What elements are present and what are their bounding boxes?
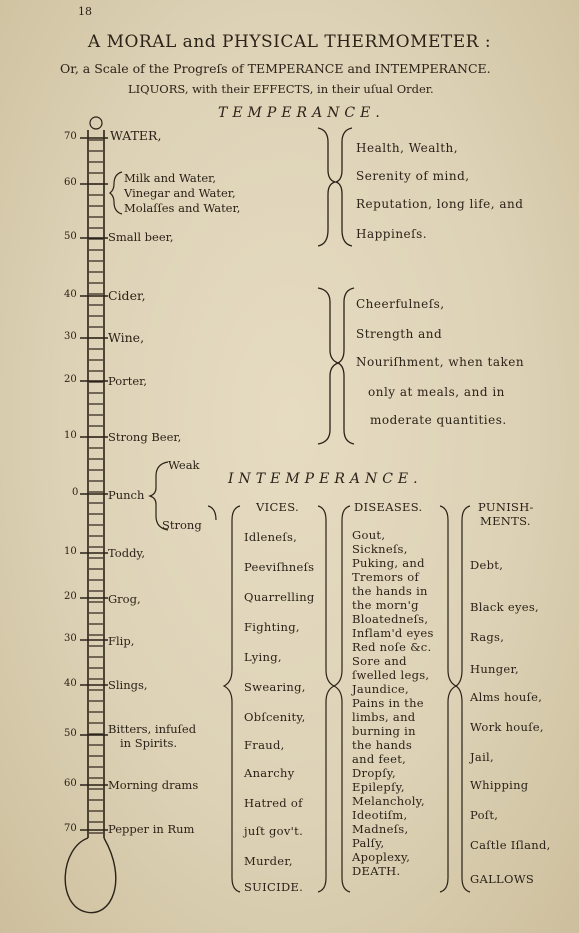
disease-item: Apoplexy, xyxy=(352,850,411,864)
ornament-icon xyxy=(90,117,102,129)
subtitle: Or, a Scale of the Progreſs of TEMPERANCE and INTEMPERANCE. xyxy=(60,61,491,76)
disease-item: Sore and xyxy=(352,654,407,668)
scale-tick-label: 50 xyxy=(64,728,77,739)
punishment-item: Caſtle Iſland, xyxy=(470,838,551,852)
temperance-effect: Strength and xyxy=(356,327,443,341)
scale-tick-label: 40 xyxy=(64,289,77,300)
temperance-effect: Nouriſhment, when taken xyxy=(356,355,525,369)
temperance-effect: Happineſs. xyxy=(356,227,428,241)
disease-item: Palſy, xyxy=(352,836,385,850)
page-title: A MORAL and PHYSICAL THERMOMETER : xyxy=(87,32,492,52)
liquor-punch: Punch xyxy=(108,488,145,502)
vice-item: Obſcenity, xyxy=(244,710,306,724)
punishment-item: Jail, xyxy=(470,750,494,764)
punch-strong: Strong xyxy=(162,518,202,532)
disease-item: Jaundice, xyxy=(352,682,409,696)
scale-tick-label: 20 xyxy=(64,591,77,602)
disease-item: Melancholy, xyxy=(352,794,425,808)
subtitle-liquors: LIQUORS, with their EFFECTS, in their uſual Order. xyxy=(128,82,434,96)
thermometer-bulb xyxy=(65,838,116,913)
temperance-effect: Serenity of mind, xyxy=(356,169,470,183)
vice-item: SUICIDE. xyxy=(244,880,304,894)
scale-tick-label: 70 xyxy=(64,131,77,142)
disease-item: Inflam'd eyes xyxy=(352,626,434,640)
disease-item: and feet, xyxy=(352,752,407,766)
scale-tick-label: 70 xyxy=(64,823,77,834)
temperance-heading: TEMPERANCE. xyxy=(218,105,385,121)
disease-item: Madneſs, xyxy=(352,822,409,836)
disease-item: burning in xyxy=(352,724,416,738)
diseases-header: DISEASES. xyxy=(354,500,423,514)
liquor-cider: Cider, xyxy=(108,288,146,303)
scale-tick-label: 40 xyxy=(64,678,77,689)
liquor-flip: Flip, xyxy=(108,634,135,648)
vice-item: Murder, xyxy=(244,854,293,868)
disease-item: limbs, and xyxy=(352,710,416,724)
punishments-header-cont: MENTS. xyxy=(480,514,531,528)
disease-item: the hands in xyxy=(352,584,428,598)
liquor-vinegar: Vinegar and Water, xyxy=(124,186,236,200)
disease-item: Ideotiſm, xyxy=(352,808,408,822)
disease-item: the morn'g xyxy=(352,598,419,612)
disease-item: DEATH. xyxy=(352,864,401,878)
vice-item: Idleneſs, xyxy=(244,530,298,544)
vice-item: juſt gov't. xyxy=(244,824,304,838)
temperance-effect: Health, Wealth, xyxy=(356,141,459,155)
disease-item: Epilepſy, xyxy=(352,780,405,794)
disease-item: Bloatedneſs, xyxy=(352,612,429,626)
disease-item: Pains in the xyxy=(352,696,424,710)
liquor-porter: Porter, xyxy=(108,374,148,388)
temperance-effect: Cheerfulneſs, xyxy=(356,297,445,311)
vice-item: Peeviſhneſs xyxy=(244,560,315,574)
vice-item: Fighting, xyxy=(244,620,300,634)
punishment-item: Whipping xyxy=(470,778,529,792)
liquor-toddy: Toddy, xyxy=(108,546,146,560)
liquor-grog: Grog, xyxy=(108,592,141,606)
scale-tick-label: 0 xyxy=(72,487,79,498)
disease-item: Red noſe &c. xyxy=(352,640,432,654)
punishment-item: Work houſe, xyxy=(470,720,544,734)
temperance-effect: moderate quantities. xyxy=(370,413,507,427)
punishment-item: Debt, xyxy=(470,558,504,572)
liquor-molasses: Molaſſes and Water, xyxy=(124,201,241,215)
liquor-strong-beer: Strong Beer, xyxy=(108,430,182,444)
scale-tick-label: 30 xyxy=(64,633,77,644)
disease-item: Puking, and xyxy=(352,556,425,570)
scale-tick-label: 10 xyxy=(64,546,77,557)
page-number: 18 xyxy=(78,5,92,18)
punishment-item: Hunger, xyxy=(470,662,519,676)
liquor-small-beer: Small beer, xyxy=(108,230,174,244)
scale-tick-label: 20 xyxy=(64,374,77,385)
disease-item: the hands xyxy=(352,738,413,752)
punishment-item: Black eyes, xyxy=(470,600,540,614)
vice-item: Swearing, xyxy=(244,680,306,694)
vice-item: Hatred of xyxy=(244,796,303,810)
temperance-effect: Reputation, long life, and xyxy=(356,197,524,211)
scale-tick-label: 50 xyxy=(64,231,77,242)
punishments-header: PUNISH- xyxy=(478,500,534,514)
disease-item: ſwelled legs, xyxy=(352,668,430,682)
scale-tick-label: 10 xyxy=(64,430,77,441)
liquor-slings: Slings, xyxy=(108,678,148,692)
scale-tick-label: 30 xyxy=(64,331,77,342)
vice-item: Lying, xyxy=(244,650,282,664)
punishment-item: Poſt, xyxy=(470,808,499,822)
vice-item: Quarrelling xyxy=(244,590,315,604)
liquor-wine: Wine, xyxy=(108,330,145,345)
vice-item: Fraud, xyxy=(244,738,285,752)
liquor-milk: Milk and Water, xyxy=(124,171,217,185)
scale-tick-label: 60 xyxy=(64,177,77,188)
liquor-pepper-in-rum: Pepper in Rum xyxy=(108,822,195,836)
scale-tick-label: 60 xyxy=(64,778,77,789)
disease-item: Gout, xyxy=(352,528,386,542)
disease-item: Tremors of xyxy=(352,570,420,584)
punishment-item: Alms houſe, xyxy=(470,690,543,704)
disease-item: Sickneſs, xyxy=(352,542,408,556)
intemperance-heading: INTEMPERANCE. xyxy=(228,471,423,487)
liquor-bitters: Bitters, infuſed xyxy=(108,722,197,736)
temperance-effect: only at meals, and in xyxy=(368,385,505,399)
punishment-item: GALLOWS xyxy=(470,872,534,886)
vice-item: Anarchy xyxy=(244,766,295,780)
punishment-item: Rags, xyxy=(470,630,505,644)
disease-item: Dropſy, xyxy=(352,766,396,780)
liquor-bitters-cont: in Spirits. xyxy=(120,736,178,750)
liquor-water: WATER, xyxy=(110,128,162,143)
punch-weak: Weak xyxy=(168,458,200,472)
vices-header: VICES. xyxy=(256,500,299,514)
liquor-morning-drams: Morning drams xyxy=(108,778,199,792)
